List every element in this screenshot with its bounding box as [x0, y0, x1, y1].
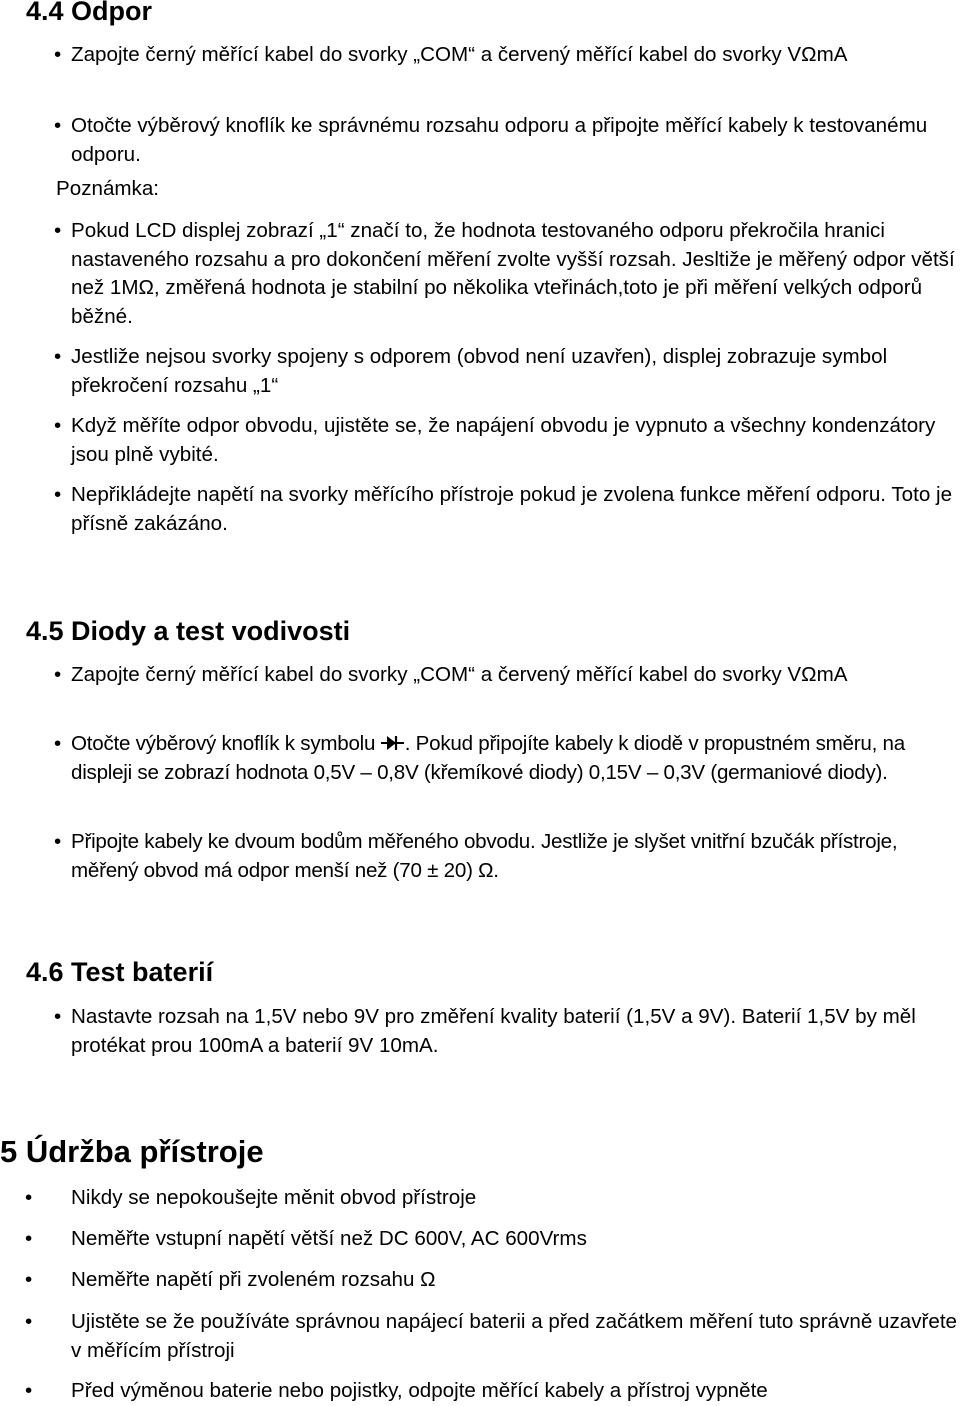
bullet-icon: • — [25, 1268, 33, 1291]
list-item: • Neměřte napětí při zvoleném rozsahu Ω — [71, 1266, 960, 1295]
list-item: • Ujistěte se že používáte správnou napájecí baterii a před začátkem měření tuto správně uzavřete v měřícím přístroji — [25, 1310, 958, 1362]
bullet-icon: • — [54, 414, 62, 437]
heading-udrzba: 5 Údržba přístroje — [0, 1134, 264, 1169]
list-item: • Před výměnou baterie nebo pojistky, odpojte měřící kabely a přístroj vypněte — [71, 1377, 960, 1406]
list-item: • Připojte kabely ke dvoum bodům měřeného obvodu. Jestliže je slyšet vnitřní bzučák přístroje, měřený obvod má odpor menší než (70 ± 20) Ω. — [54, 830, 898, 882]
list-item: • Zapojte černý měřící kabel do svorky „COM“ a červený měřící kabel do svorky VΩmA — [71, 41, 960, 70]
bullet-icon: • — [54, 219, 62, 242]
list-item: • Zapojte černý měřící kabel do svorky „COM“ a červený měřící kabel do svorky VΩmA — [71, 661, 960, 690]
list-item: • Otočte výběrový knoflík ke správnému rozsahu odporu a připojte měřící kabely k testovanému odporu. — [54, 114, 928, 166]
bullet-icon: • — [54, 1005, 62, 1028]
list-item: • Když měříte odpor obvodu, ujistěte se, že napájení obvodu je vypnuto a všechny kondenzátory jsou plně vybité. — [54, 414, 936, 466]
bullet-icon: • — [54, 830, 61, 853]
bullet-icon: • — [54, 43, 62, 66]
list-item: • Neměřte vstupní napětí větší než DC 600V, AC 600Vrms — [71, 1225, 960, 1254]
bullet-icon: • — [25, 1310, 33, 1333]
diode-icon — [381, 733, 405, 753]
bullet-icon: • — [25, 1227, 33, 1250]
list-item: • Nikdy se nepokoušejte měnit obvod přístroje — [71, 1184, 960, 1213]
list-item: • Otočte výběrový knoflík k symbolu . Pokud připojíte kabely k diodě v propustném směru, na displeji se zobrazí hodnota 0,5V – 0,8V (křemíkové diody) 0,15V – 0,3V (germaniové diody). — [54, 732, 905, 784]
bullet-icon: • — [54, 732, 61, 755]
list-item: • Pokud LCD displej zobrazí „1“ značí to, že hodnota testovaného odporu překročila hranici nastaveného rozsahu a pro dokončení měření zvolte vyšší rozsah. Jesltiže je měřený odpor větší než 1MΩ, změřená hodnota je stabilní po několika vteřinách,toto je při měření velkých odporů běžné. — [54, 219, 955, 328]
heading-baterie: 4.6 Test baterií — [26, 957, 214, 987]
bullet-icon: • — [54, 114, 62, 137]
bullet-icon: • — [54, 663, 62, 686]
note-label: Poznámka: — [56, 177, 160, 200]
heading-diody: 4.5 Diody a test vodivosti — [26, 616, 351, 646]
bullet-icon: • — [54, 345, 62, 368]
list-item: • Nepřikládejte napětí na svorky měřícího přístroje pokud je zvolena funkce měření odporu. Toto je přísně zakázáno. — [54, 483, 953, 535]
bullet-icon: • — [25, 1186, 33, 1209]
list-item: • Nastavte rozsah na 1,5V nebo 9V pro změření kvality baterií (1,5V a 9V). Baterií 1,5V by měl protékat prou 100mA a baterií 9V 10mA. — [54, 1005, 916, 1057]
bullet-icon: • — [54, 483, 62, 506]
bullet-icon: • — [25, 1379, 33, 1402]
list-item: • Jestliže nejsou svorky spojeny s odporem (obvod není uzavřen), displej zobrazuje symbol překročení rozsahu „1“ — [54, 345, 888, 397]
heading-odpor: 4.4 Odpor — [26, 0, 153, 26]
